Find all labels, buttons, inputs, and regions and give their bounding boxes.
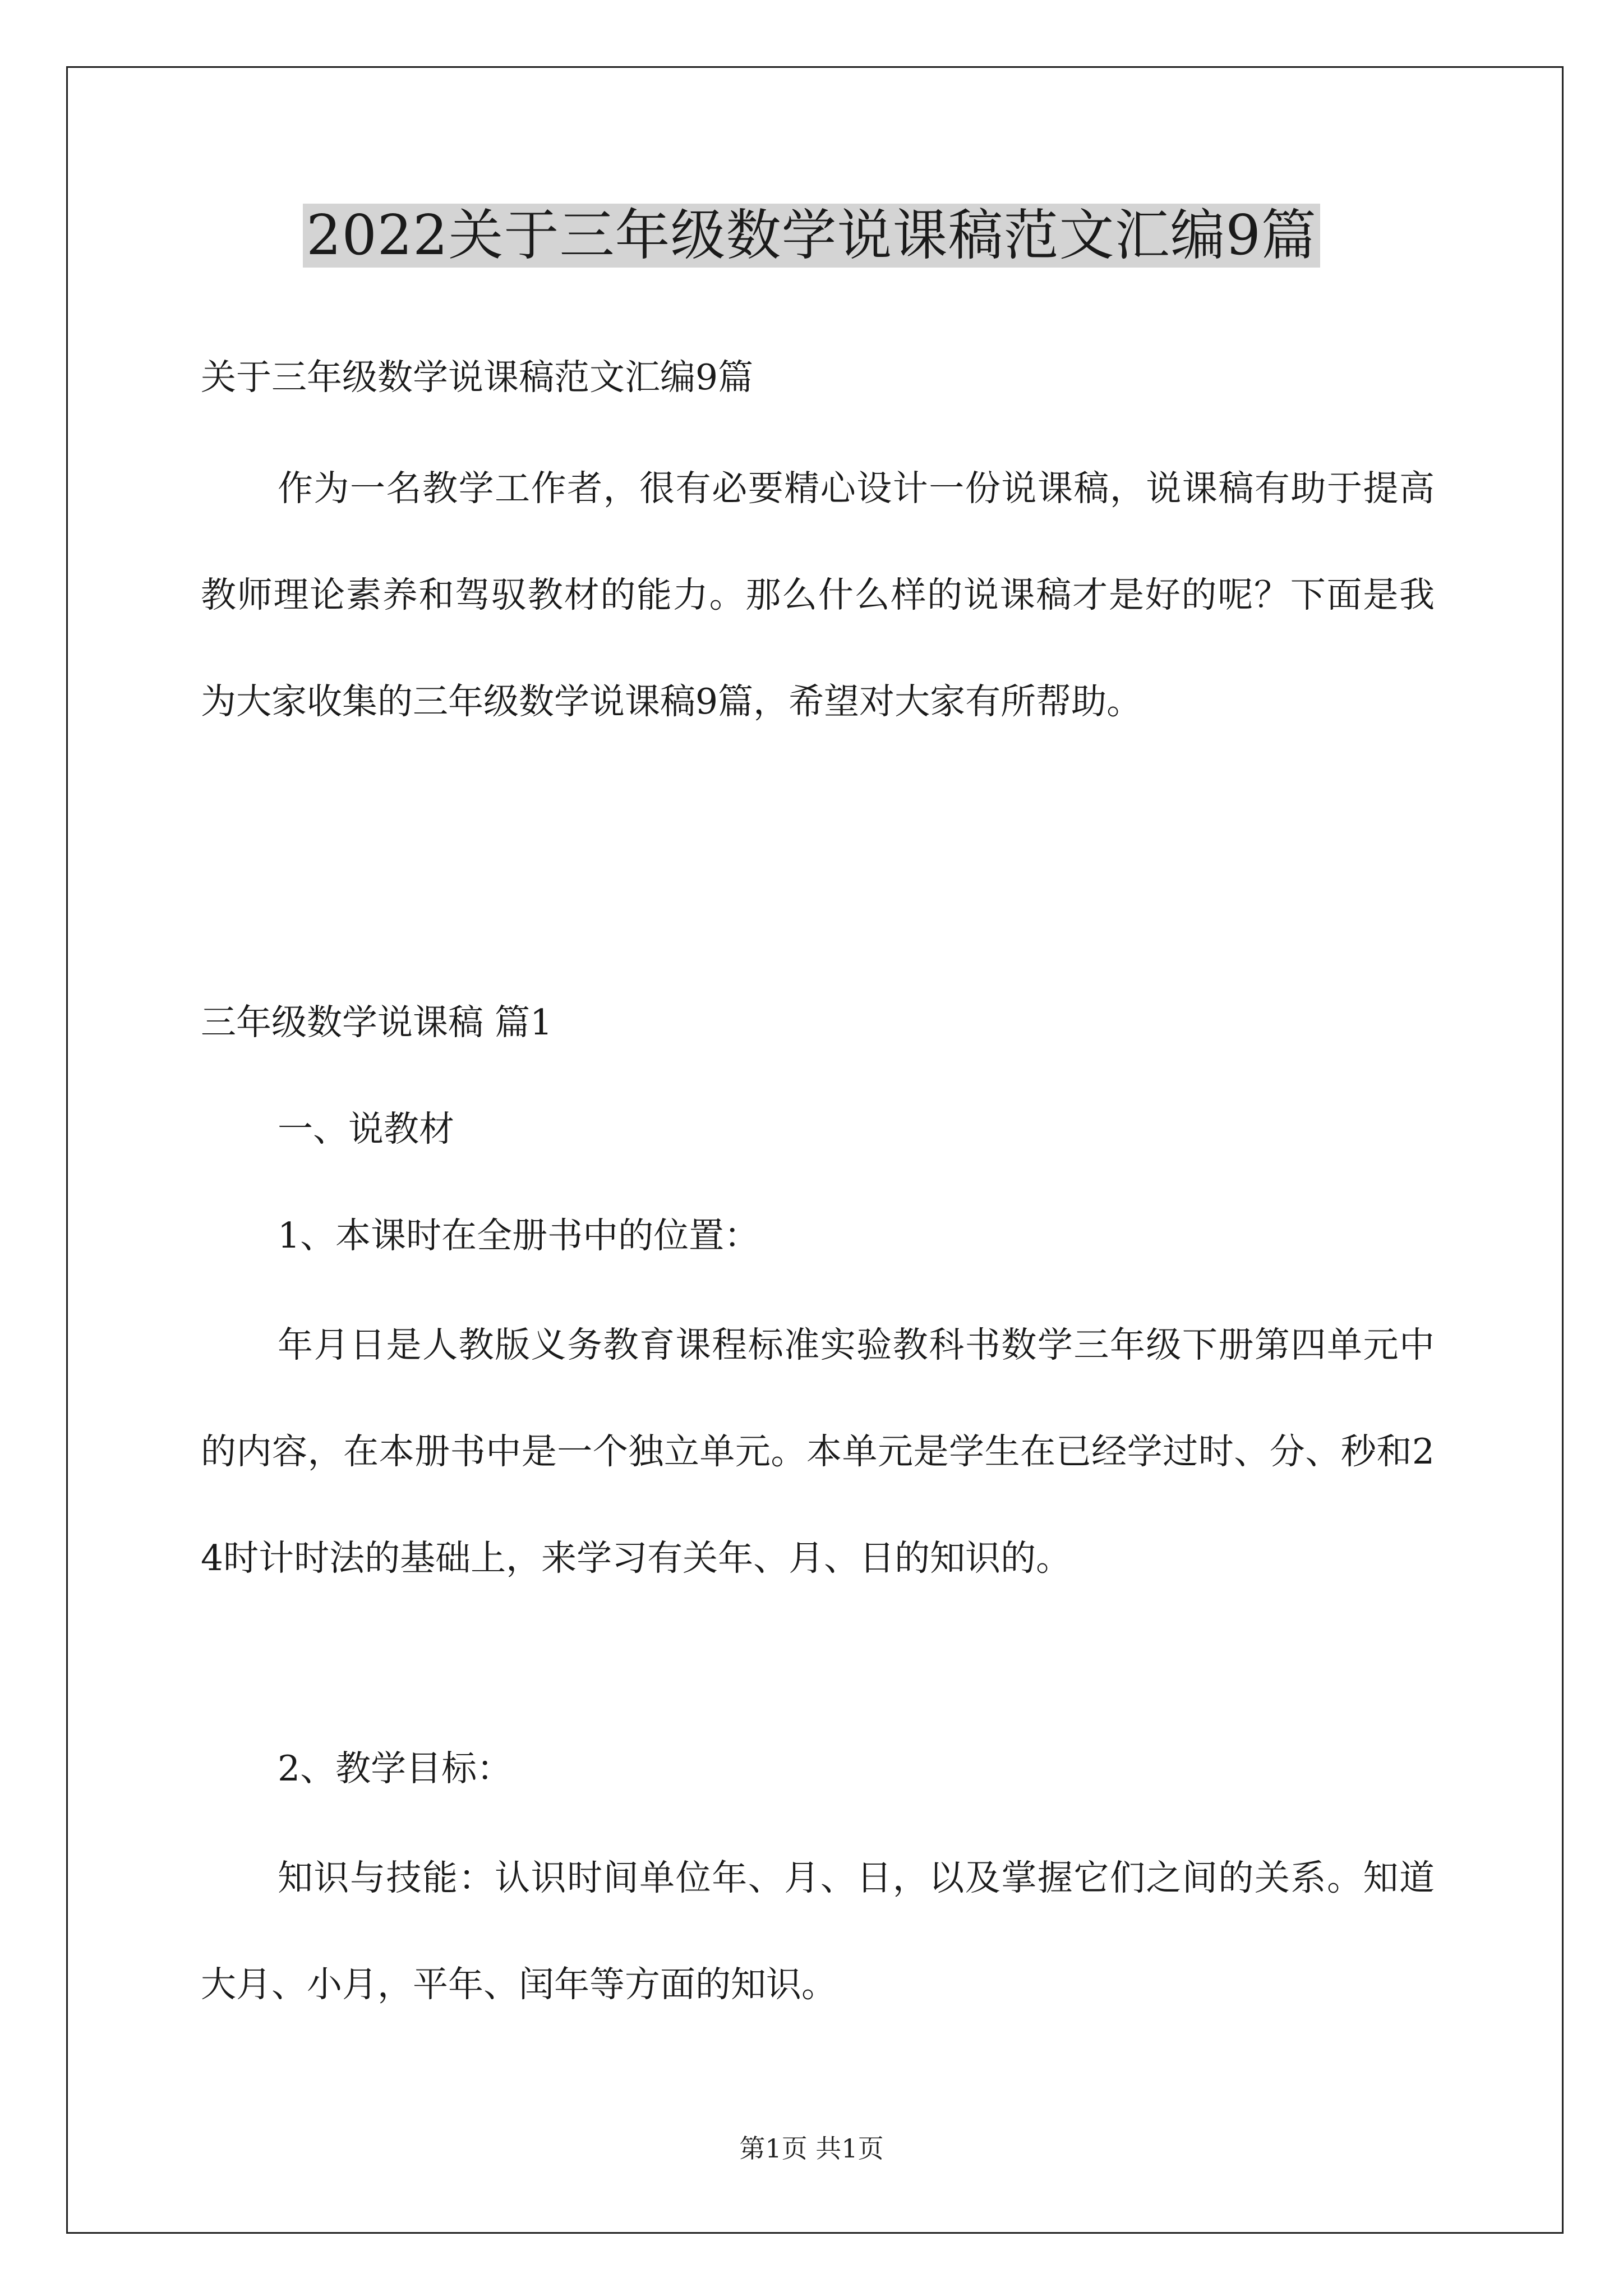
intro-paragraph: 作为一名教学工作者，很有必要精心设计一份说课稿，说课稿有助于提高教师理论素养和驾驭教材的能力。那么什么样的说课稿才是好的呢？下面是我为大家收集的三年级数学说课稿9篇，希望对大家有所帮助。	[201, 468, 1435, 722]
sub-heading-goals: 2、教学目标：	[278, 1748, 513, 1789]
document-title-text: 2022关于三年级数学说课稿范文汇编9篇	[303, 204, 1320, 268]
document-subtitle: 关于三年级数学说课稿范文汇编9篇	[201, 357, 754, 398]
section-heading: 三年级数学说课稿 篇1	[201, 1002, 553, 1043]
document-title	[0, 199, 1623, 272]
sub-heading-position: 1、本课时在全册书中的位置：	[278, 1215, 760, 1256]
body-paragraph-1: 年月日是人教版义务教育课程标准实验教科书数学三年级下册第四单元中的内容，在本册书中是一个独立单元。本单元是学生在已经学过时、分、秒和24时计时法的基础上，来学习有关年、月、日的知识的。	[201, 1324, 1435, 1579]
body-paragraph-2: 知识与技能：认识时间单位年、月、日，以及掌握它们之间的关系。知道大月、小月，平年、闰年等方面的知识。	[201, 1857, 1435, 2005]
item-heading: 一、说教材	[278, 1108, 454, 1149]
page-number: 第1页 共1页	[739, 2133, 884, 2164]
